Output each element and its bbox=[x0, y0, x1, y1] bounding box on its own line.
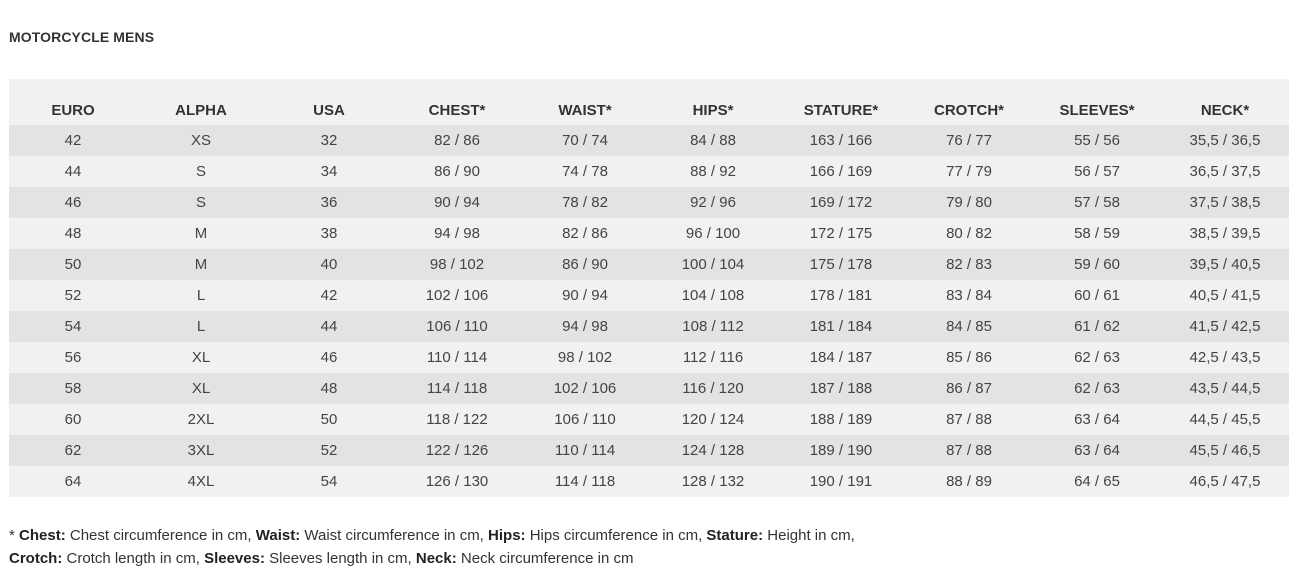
table-row bbox=[9, 404, 1289, 435]
table-row bbox=[9, 311, 1289, 342]
table-cell-stature: 175 / 178 bbox=[809, 256, 873, 273]
table-cell-crotch: 86 / 87 bbox=[946, 380, 992, 397]
table-cell-hips: 96 / 100 bbox=[685, 225, 741, 242]
table-cell-waist: 82 / 86 bbox=[562, 225, 608, 242]
table-cell-neck: 38,5 / 39,5 bbox=[1189, 225, 1261, 242]
table-cell-hips: 88 / 92 bbox=[690, 163, 736, 180]
table-cell-chest: 122 / 126 bbox=[425, 442, 489, 459]
table-cell-neck: 41,5 / 42,5 bbox=[1189, 318, 1261, 335]
table-cell-usa: 42 bbox=[320, 287, 338, 304]
table-cell-stature: 163 / 166 bbox=[809, 132, 873, 149]
table-cell-hips: 128 / 132 bbox=[681, 473, 745, 490]
table-cell-waist: 114 / 118 bbox=[554, 473, 616, 490]
table-cell-neck: 36,5 / 37,5 bbox=[1189, 163, 1261, 180]
table-cell-crotch: 87 / 88 bbox=[946, 442, 992, 459]
table-cell-neck: 37,5 / 38,5 bbox=[1189, 194, 1261, 211]
table-cell-waist: 98 / 102 bbox=[557, 349, 613, 366]
table-cell-stature: 190 / 191 bbox=[809, 473, 873, 490]
column-header-sleeves: SLEEVES* bbox=[1059, 102, 1135, 119]
size-table bbox=[9, 79, 1289, 497]
table-cell-waist: 74 / 78 bbox=[562, 163, 608, 180]
footnote-line-2 bbox=[9, 547, 855, 570]
table-cell-crotch: 84 / 85 bbox=[946, 318, 992, 335]
table-cell-usa: 34 bbox=[320, 163, 338, 180]
table-cell-usa: 50 bbox=[320, 411, 338, 428]
table-row bbox=[9, 342, 1289, 373]
column-header-crotch: CROTCH* bbox=[934, 102, 1004, 119]
column-header-usa: USA bbox=[313, 102, 345, 119]
footnote-desc-waist: Waist circumference in cm, bbox=[300, 527, 489, 544]
table-cell-sleeves: 55 / 56 bbox=[1074, 132, 1120, 149]
footnote-term-waist: Waist: bbox=[255, 527, 301, 544]
table-cell-hips: 108 / 112 bbox=[682, 318, 744, 335]
table-cell-waist: 102 / 106 bbox=[553, 380, 617, 397]
table-cell-chest: 82 / 86 bbox=[434, 132, 480, 149]
table-cell-usa: 44 bbox=[320, 318, 338, 335]
table-cell-hips: 84 / 88 bbox=[690, 132, 736, 149]
table-cell-chest: 90 / 94 bbox=[434, 194, 480, 211]
table-cell-stature: 166 / 169 bbox=[809, 163, 873, 180]
table-cell-sleeves: 56 / 57 bbox=[1074, 163, 1120, 180]
table-cell-sleeves: 61 / 62 bbox=[1074, 318, 1120, 335]
footnote-desc-chest: Chest circumference in cm, bbox=[65, 527, 256, 544]
table-cell-stature: 172 / 175 bbox=[809, 225, 873, 242]
table-row bbox=[9, 125, 1289, 156]
table-cell-usa: 48 bbox=[320, 380, 338, 397]
table-cell-sleeves: 58 / 59 bbox=[1074, 225, 1120, 242]
table-cell-hips: 112 / 116 bbox=[682, 349, 744, 366]
table-cell-usa: 46 bbox=[320, 349, 338, 366]
table-cell-chest: 94 / 98 bbox=[434, 225, 480, 242]
table-cell-crotch: 76 / 77 bbox=[946, 132, 992, 149]
table-cell-hips: 100 / 104 bbox=[681, 256, 745, 273]
table-row bbox=[9, 218, 1289, 249]
table-cell-euro: 48 bbox=[64, 225, 82, 242]
table-cell-chest: 126 / 130 bbox=[425, 473, 489, 490]
table-cell-waist: 106 / 110 bbox=[554, 411, 616, 428]
table-cell-neck: 43,5 / 44,5 bbox=[1189, 380, 1261, 397]
table-cell-usa: 52 bbox=[320, 442, 338, 459]
table-cell-hips: 116 / 120 bbox=[682, 380, 744, 397]
table-cell-neck: 35,5 / 36,5 bbox=[1189, 132, 1261, 149]
table-cell-chest: 114 / 118 bbox=[426, 380, 488, 397]
table-cell-usa: 40 bbox=[320, 256, 338, 273]
footnote-line-1 bbox=[9, 524, 855, 547]
footnote-desc-hips: Hips circumference in cm, bbox=[525, 527, 707, 544]
table-cell-euro: 64 bbox=[64, 473, 82, 490]
table-cell-euro: 56 bbox=[64, 349, 82, 366]
header-row bbox=[9, 79, 1289, 125]
table-cell-alpha: XL bbox=[191, 380, 211, 397]
footnote-term-stature: Stature: bbox=[706, 527, 764, 544]
table-cell-chest: 118 / 122 bbox=[426, 411, 488, 428]
table-cell-hips: 120 / 124 bbox=[681, 411, 745, 428]
column-header-neck: NECK* bbox=[1200, 102, 1250, 119]
table-cell-chest: 110 / 114 bbox=[426, 349, 488, 366]
table-cell-usa: 36 bbox=[320, 194, 338, 211]
table-cell-alpha: 4XL bbox=[187, 473, 215, 490]
size-table-container bbox=[9, 79, 1289, 497]
table-cell-stature: 169 / 172 bbox=[809, 194, 873, 211]
table-cell-waist: 110 / 114 bbox=[554, 442, 616, 459]
table-cell-sleeves: 63 / 64 bbox=[1074, 411, 1120, 428]
table-cell-hips: 124 / 128 bbox=[681, 442, 745, 459]
table-cell-alpha: 2XL bbox=[187, 411, 215, 428]
table-cell-stature: 188 / 189 bbox=[809, 411, 873, 428]
table-cell-euro: 46 bbox=[64, 194, 82, 211]
table-cell-stature: 189 / 190 bbox=[809, 442, 873, 459]
table-cell-alpha: XL bbox=[191, 349, 211, 366]
table-cell-neck: 42,5 / 43,5 bbox=[1189, 349, 1261, 366]
table-row bbox=[9, 280, 1289, 311]
table-cell-stature: 181 / 184 bbox=[809, 318, 873, 335]
table-cell-crotch: 77 / 79 bbox=[946, 163, 992, 180]
table-cell-chest: 102 / 106 bbox=[425, 287, 489, 304]
footnote-desc-stature: Height in cm, bbox=[763, 527, 855, 544]
table-cell-chest: 106 / 110 bbox=[426, 318, 488, 335]
table-cell-waist: 86 / 90 bbox=[562, 256, 608, 273]
table-cell-stature: 178 / 181 bbox=[809, 287, 873, 304]
table-cell-waist: 70 / 74 bbox=[562, 132, 608, 149]
table-row bbox=[9, 466, 1289, 497]
table-cell-stature: 187 / 188 bbox=[809, 380, 873, 397]
table-cell-alpha: 3XL bbox=[187, 442, 215, 459]
table-cell-chest: 98 / 102 bbox=[429, 256, 485, 273]
footnote-term-hips: Hips: bbox=[488, 527, 526, 544]
table-cell-euro: 54 bbox=[64, 318, 82, 335]
footnote-desc-sleeves: Sleeves length in cm, bbox=[264, 550, 416, 567]
table-cell-usa: 54 bbox=[320, 473, 338, 490]
table-cell-euro: 52 bbox=[64, 287, 82, 304]
table-cell-neck: 44,5 / 45,5 bbox=[1189, 411, 1261, 428]
page-title: MOTORCYCLE MENS bbox=[9, 29, 155, 45]
footnote-prefix: * bbox=[9, 527, 20, 544]
table-cell-alpha: M bbox=[194, 256, 208, 273]
table-row bbox=[9, 435, 1289, 466]
footnote-term-crotch: Crotch: bbox=[9, 550, 63, 567]
column-header-chest: CHEST* bbox=[428, 102, 486, 119]
table-cell-neck: 46,5 / 47,5 bbox=[1189, 473, 1261, 490]
table-cell-alpha: M bbox=[194, 225, 208, 242]
table-cell-waist: 78 / 82 bbox=[562, 194, 608, 211]
footnote-desc-neck: Neck circumference in cm bbox=[456, 550, 634, 567]
table-cell-crotch: 85 / 86 bbox=[946, 349, 992, 366]
table-cell-alpha: XS bbox=[190, 132, 211, 149]
column-header-waist: WAIST* bbox=[558, 102, 612, 119]
table-header bbox=[9, 79, 1289, 125]
footnote bbox=[9, 524, 855, 570]
table-cell-sleeves: 60 / 61 bbox=[1074, 287, 1120, 304]
footnote-term-neck: Neck: bbox=[415, 550, 457, 567]
table-cell-usa: 32 bbox=[320, 132, 338, 149]
table-cell-euro: 44 bbox=[64, 163, 82, 180]
table-cell-alpha: L bbox=[196, 318, 206, 335]
table-cell-euro: 62 bbox=[64, 442, 82, 459]
table-cell-hips: 92 / 96 bbox=[690, 194, 736, 211]
table-cell-crotch: 88 / 89 bbox=[946, 473, 992, 490]
footnote-term-sleeves: Sleeves: bbox=[204, 550, 265, 567]
table-cell-hips: 104 / 108 bbox=[681, 287, 745, 304]
table-cell-euro: 60 bbox=[64, 411, 82, 428]
table-cell-euro: 50 bbox=[64, 256, 82, 273]
footnote-desc-crotch: Crotch length in cm, bbox=[62, 550, 205, 567]
table-cell-sleeves: 63 / 64 bbox=[1074, 442, 1120, 459]
table-cell-sleeves: 62 / 63 bbox=[1074, 349, 1120, 366]
table-cell-sleeves: 62 / 63 bbox=[1074, 380, 1120, 397]
column-header-stature: STATURE* bbox=[803, 102, 879, 119]
table-cell-neck: 40,5 / 41,5 bbox=[1189, 287, 1261, 304]
table-cell-usa: 38 bbox=[320, 225, 338, 242]
table-cell-stature: 184 / 187 bbox=[809, 349, 873, 366]
table-cell-crotch: 82 / 83 bbox=[946, 256, 992, 273]
table-cell-crotch: 87 / 88 bbox=[946, 411, 992, 428]
table-cell-euro: 58 bbox=[64, 380, 82, 397]
table-cell-sleeves: 57 / 58 bbox=[1074, 194, 1120, 211]
column-header-hips: HIPS* bbox=[692, 102, 734, 119]
table-cell-neck: 45,5 / 46,5 bbox=[1189, 442, 1261, 459]
table-cell-alpha: L bbox=[196, 287, 206, 304]
table-cell-crotch: 80 / 82 bbox=[946, 225, 992, 242]
table-cell-crotch: 79 / 80 bbox=[946, 194, 992, 211]
table-row bbox=[9, 373, 1289, 404]
table-cell-alpha: S bbox=[195, 194, 206, 211]
table-cell-euro: 42 bbox=[64, 132, 82, 149]
column-header-euro: EURO bbox=[51, 102, 95, 119]
table-cell-waist: 90 / 94 bbox=[562, 287, 608, 304]
table-cell-chest: 86 / 90 bbox=[434, 163, 480, 180]
table-cell-sleeves: 64 / 65 bbox=[1074, 473, 1120, 490]
table-row bbox=[9, 187, 1289, 218]
footnote-term-chest: Chest: bbox=[19, 527, 66, 544]
table-cell-crotch: 83 / 84 bbox=[946, 287, 992, 304]
table-row bbox=[9, 249, 1289, 280]
table-cell-sleeves: 59 / 60 bbox=[1074, 256, 1120, 273]
table-cell-neck: 39,5 / 40,5 bbox=[1189, 256, 1261, 273]
table-row bbox=[9, 156, 1289, 187]
table-cell-waist: 94 / 98 bbox=[562, 318, 608, 335]
table-cell-alpha: S bbox=[195, 163, 206, 180]
column-header-alpha: ALPHA bbox=[175, 102, 227, 119]
table-body bbox=[9, 125, 1289, 497]
